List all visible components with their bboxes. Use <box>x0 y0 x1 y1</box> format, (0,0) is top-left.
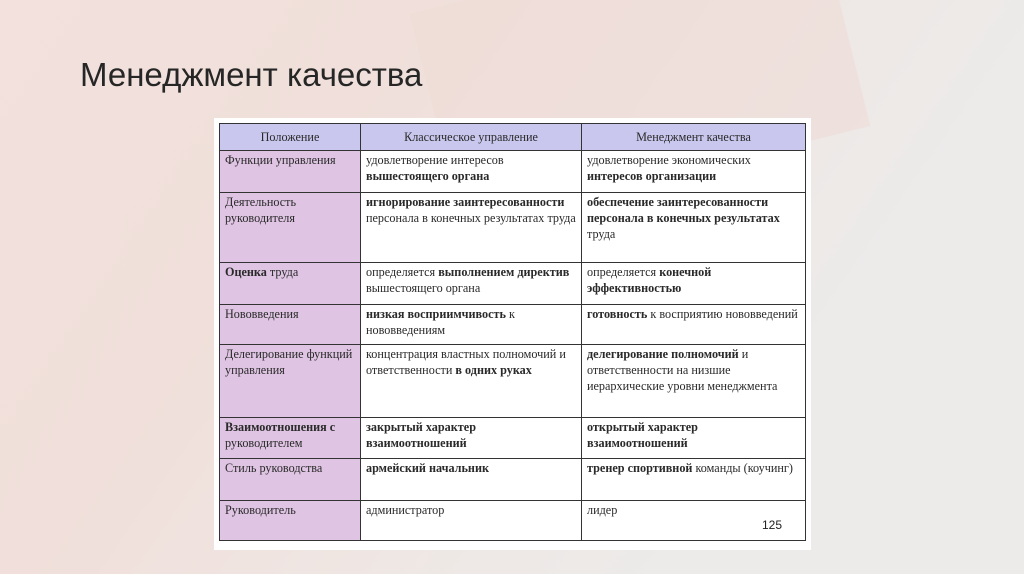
row-label: Функции управления <box>220 151 361 193</box>
row-label: Делегирование функций управления <box>220 345 361 418</box>
table-row <box>220 501 806 541</box>
quality-cell: открытый характер взаимоотношений <box>582 418 806 459</box>
quality-cell: делегирование полномочий и ответственности на низшие иерархические уровни менеджмента <box>582 345 806 418</box>
comparison-table <box>219 123 806 541</box>
quality-cell: готовность к восприятию нововведений <box>582 305 806 345</box>
quality-cell: удовлетворение экономических интересов организации <box>582 151 806 193</box>
table-row <box>220 345 806 418</box>
table-row <box>220 263 806 305</box>
classic-cell: армейский начальник <box>361 459 582 501</box>
classic-cell: администратор <box>361 501 582 541</box>
row-label: Нововведения <box>220 305 361 345</box>
table-image <box>214 118 811 550</box>
classic-cell: низкая восприимчивость к нововведениям <box>361 305 582 345</box>
quality-cell: определяется конечной эффективностью <box>582 263 806 305</box>
quality-cell: лидер <box>582 501 806 541</box>
table-header-row <box>220 124 806 151</box>
classic-cell: определяется выполнением директив вышестоящего органа <box>361 263 582 305</box>
header-quality-management: Менеджмент качества <box>582 124 806 151</box>
table-row <box>220 305 806 345</box>
quality-cell: обеспечение заинтересованности персонала в конечных результатах труда <box>582 193 806 263</box>
table-row <box>220 151 806 193</box>
slide-title: Менеджмент качества <box>80 56 423 93</box>
row-label: Руководитель <box>220 501 361 541</box>
table-row <box>220 459 806 501</box>
table-row <box>220 193 806 263</box>
page-number: 125 <box>762 518 783 532</box>
row-label: Оценка труда <box>220 263 361 305</box>
quality-cell: тренер спортивной команды (коучинг) <box>582 459 806 501</box>
classic-cell: закрытый характер взаимоотношений <box>361 418 582 459</box>
row-label: Взаимоотношения с руководителем <box>220 418 361 459</box>
classic-cell: удовлетворение интересов вышестоящего органа <box>361 151 582 193</box>
classic-cell: игнорирование заинтересованности персонала в конечных результатах труда <box>361 193 582 263</box>
header-position: Положение <box>220 124 361 151</box>
table-row <box>220 418 806 459</box>
row-label: Стиль руководства <box>220 459 361 501</box>
classic-cell: концентрация властных полномочий и ответственности в одних руках <box>361 345 582 418</box>
row-label: Деятельность руководителя <box>220 193 361 263</box>
header-classic-management: Классическое управление <box>361 124 582 151</box>
